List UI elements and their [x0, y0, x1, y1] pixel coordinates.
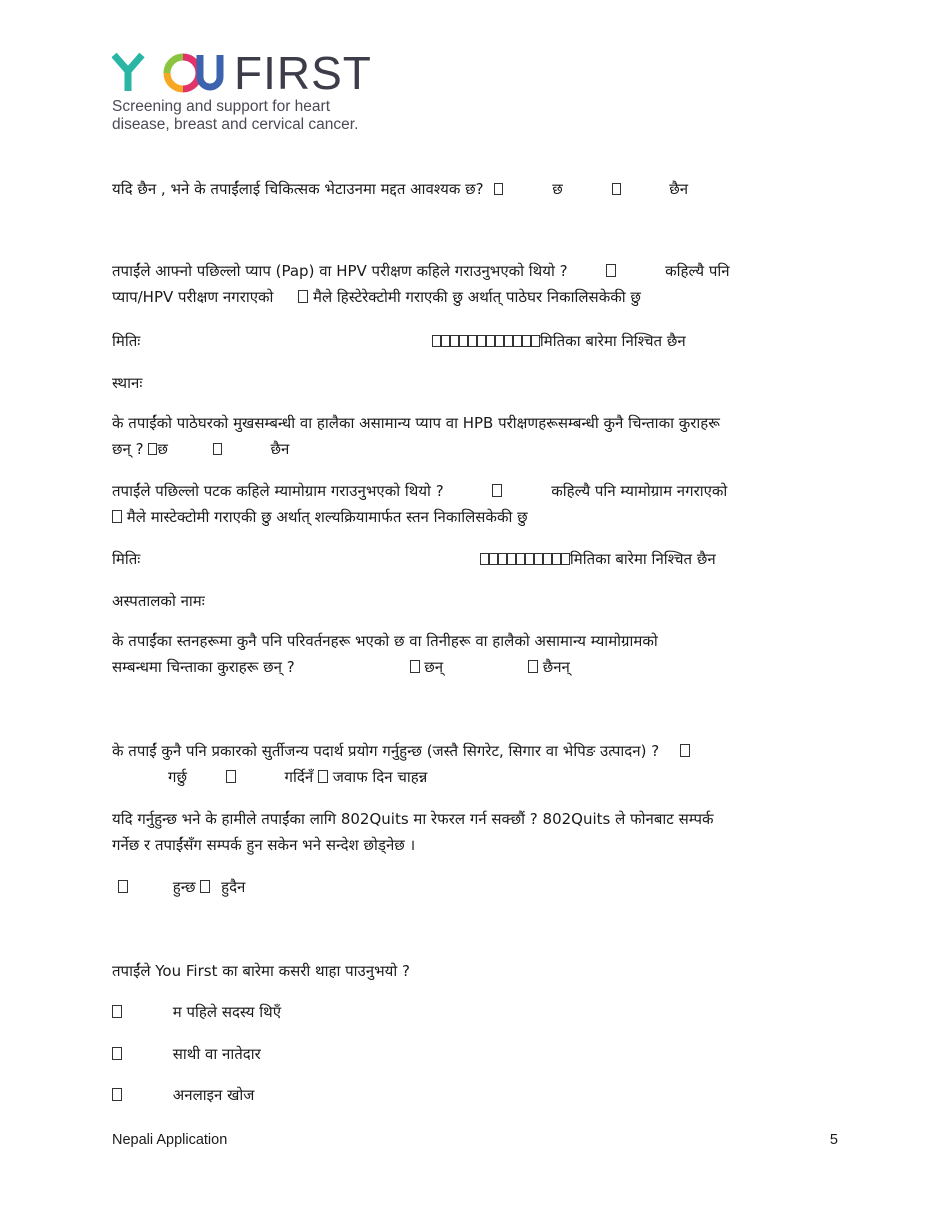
pap-place-label: स्थानः — [112, 374, 143, 392]
referral-options: हुन्छ हुदैन — [112, 874, 842, 900]
breast-concerns-question: के तपाईंका स्तनहरूमा कुनै पनि परिवर्तनहरू भएको छ वा तिनीहरू वा हालैको असामान्य म्यामोग्रामको सम्बन्धमा चिन्ताका कुराहरू छन् ? छन् छैनन् — [112, 632, 658, 676]
heard-option: अनलाइन खोज — [112, 1082, 842, 1108]
footer-title: Nepali Application — [112, 1132, 228, 1148]
pap-place-row — [112, 370, 842, 396]
referral-question: यदि गर्नुहुन्छ भने के हामीले तपाईंका लागि 802Quits मा रेफरल गर्न सक्छौं ? 802Quits ले फोनबाट सम्पर्क गर्नेछ र तपाईंसँग सम्पर्क हुन सकेन भने सन्देश छोड्नेछ । — [112, 810, 714, 854]
checkbox-tobacco-decline[interactable] — [318, 770, 328, 783]
tagline: Screening and support for heart disease, breast and cervical cancer. — [112, 98, 359, 133]
checkbox-referral-no[interactable] — [200, 880, 210, 893]
checkbox-pap-concerns-no[interactable] — [213, 443, 222, 455]
checkbox-pap-hysterectomy[interactable] — [298, 290, 308, 303]
mammo-question: तपाईंले पछिल्लो पटक कहिले म्यामोग्राम गराउनुभएको थियो ? कहिल्यै पनि म्यामोग्राम नगराएको मैले मास्टेक्टोमी गराएकी छु अर्थात् शल्यक्रियामार्फत स्तन निकालिसकेकी छु — [112, 482, 728, 526]
checkbox-mammo-never[interactable] — [492, 484, 502, 497]
logo — [112, 47, 382, 134]
doctor-help-question: यदि छैन , भने के तपाईंलाई चिकित्सक भेटाउनमा मद्दत आवश्यक छ? छ छैन — [112, 180, 689, 198]
tobacco-question: के तपाईं कुनै पनि प्रकारको सुर्तीजन्य पदार्थ प्रयोग गर्नुहुन्छ (जस्तै सिगरेट, सिगार वा भेपिङ उत्पादन) ? गर्छु गर्दिनँ जवाफ दिन चाहन्न — [112, 738, 842, 790]
checkbox-heard-online[interactable] — [112, 1088, 122, 1101]
pap-date-unsure: मितिका बारेमा निश्चित छैन — [539, 332, 686, 350]
checkbox-breast-yes[interactable] — [410, 660, 420, 673]
logo-first-text: FIRST — [234, 47, 372, 99]
heard-option: म पहिले सदस्य थिएँ — [112, 999, 842, 1025]
pap-date-boxes — [432, 332, 540, 350]
pap-question: तपाईंले आफ्नो पछिल्लो प्याप (Pap) वा HPV परीक्षण कहिले गराउनुभएको थियो ? कहिल्यै पनि प्याप/HPV परीक्षण नगराएको मैले हिस्टेरेक्टोमी गराएकी छु अर्थात् पाठेघर निकालिसकेकी छु — [112, 262, 730, 306]
mammo-date-row — [112, 546, 842, 572]
mammo-date-unsure: मितिका बारेमा निश्चित छैन — [569, 550, 716, 568]
heard-question: तपाईंले You First का बारेमा कसरी थाहा पाउनुभयो ? — [112, 962, 410, 980]
pap-date-row — [112, 328, 842, 354]
hospital-row — [112, 588, 842, 614]
page-footer — [112, 1132, 838, 1148]
doctor-no-label: छैन — [669, 180, 689, 198]
mammo-date-boxes — [480, 550, 570, 568]
pap-concerns-question: के तपाईंको पाठेघरको मुखसम्बन्धी वा हालैका असामान्य प्याप वा HPB परीक्षणहरूसम्बन्धी कुनै चिन्ताका कुराहरू छन् ? छ छैन — [112, 414, 720, 458]
checkbox-referral-yes[interactable] — [118, 880, 128, 893]
checkbox-doctor-yes[interactable] — [494, 183, 503, 195]
hospital-label: अस्पतालको नामः — [112, 592, 205, 610]
checkbox-pap-concerns-yes[interactable] — [148, 443, 157, 455]
checkbox-heard-member[interactable] — [112, 1005, 122, 1018]
pap-date-label: मितिः — [112, 332, 141, 350]
page-number: 5 — [829, 1132, 838, 1148]
checkbox-tobacco-yes[interactable] — [680, 744, 690, 757]
heard-option: साथी वा नातेदार — [112, 1041, 842, 1067]
you-logo-mark — [112, 53, 224, 93]
checkbox-pap-never[interactable] — [606, 264, 616, 277]
doctor-yes-label: छ — [552, 180, 563, 198]
checkbox-breast-no[interactable] — [528, 660, 538, 673]
checkbox-heard-friend[interactable] — [112, 1047, 122, 1060]
checkbox-tobacco-no[interactable] — [226, 770, 236, 783]
mammo-date-label: मितिः — [112, 550, 141, 568]
checkbox-doctor-no[interactable] — [612, 183, 621, 195]
checkbox-mammo-mastectomy[interactable] — [112, 510, 122, 523]
